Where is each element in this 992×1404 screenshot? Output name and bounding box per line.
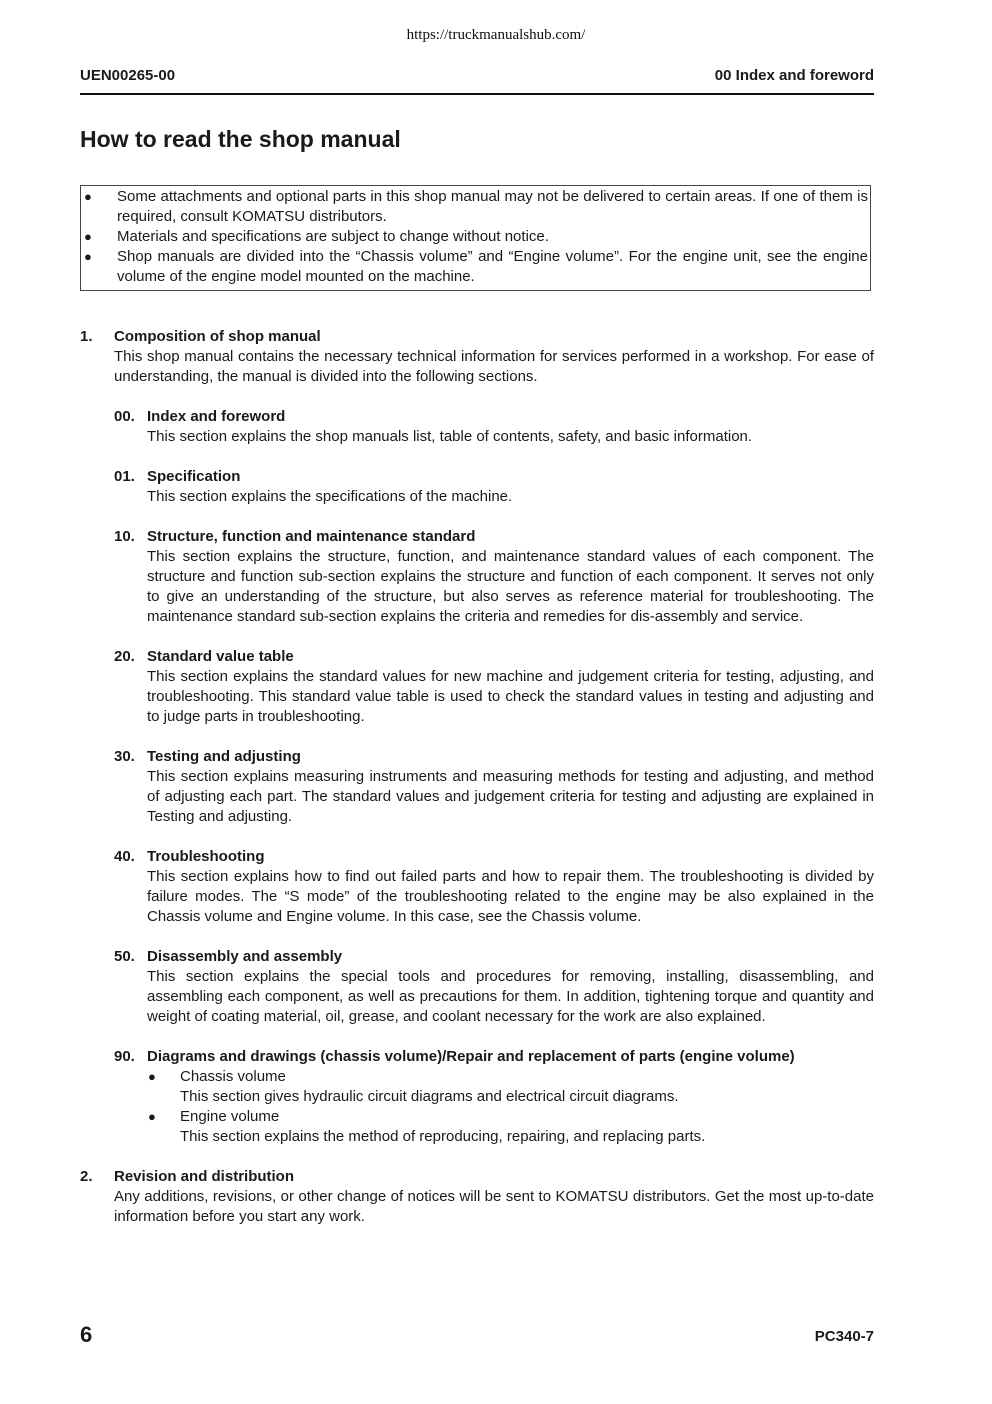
- subsection-10: [114, 527, 874, 627]
- section-number: 1.: [80, 328, 93, 345]
- bullet-icon: ●: [148, 1109, 156, 1124]
- list-item-label: Engine volume: [180, 1108, 280, 1125]
- section-composition: [80, 327, 874, 1147]
- subsection-30: [114, 747, 874, 827]
- subsection-50: [114, 947, 874, 1027]
- notice-item: [81, 227, 868, 247]
- subsection-number: 20.: [114, 648, 135, 665]
- notice-box: [80, 185, 871, 291]
- section-text: This shop manual contains the necessary technical information for services performed in a workshop. For ease of understanding, the manual is divided into the following sections.: [114, 348, 874, 385]
- subsection-text: This section explains the standard values for new machine and judgement criteria for testing, adjusting, and troubleshooting. This standard value table is used to check the standard values in testing and adjusting and to judge parts in troubleshooting.: [147, 668, 874, 725]
- subsection-heading: Specification: [147, 468, 241, 485]
- subsection-number: 90.: [114, 1048, 135, 1065]
- bullet-icon: ●: [84, 249, 92, 264]
- subsection-number: 30.: [114, 748, 135, 765]
- notice-text: Some attachments and optional parts in this shop manual may not be delivered to certain areas. If one of them is required, consult KOMATSU distributors.: [117, 188, 868, 225]
- notice-text: Materials and specifications are subject to change without notice.: [117, 228, 549, 245]
- subsection-text: This section explains measuring instruments and measuring methods for testing and adjusting, and method of adjusting each part. The standard values and judgement criteria for testing and adjusting are explained in Testing and adjusting.: [147, 768, 874, 825]
- bullet-icon: ●: [84, 229, 92, 244]
- notice-item: [81, 187, 868, 227]
- subsection-number: 00.: [114, 408, 135, 425]
- subsection-heading: Standard value table: [147, 648, 294, 665]
- subsection-01: [114, 467, 874, 507]
- subsection-number: 50.: [114, 948, 135, 965]
- manual-body: [80, 327, 874, 1227]
- section-heading: Revision and distribution: [114, 1168, 295, 1185]
- subsection-40: [114, 847, 874, 927]
- subsection-heading: Troubleshooting: [147, 848, 265, 865]
- subsection-text: This section explains the special tools and procedures for removing, installing, disassembling, and assembling each component, as well as precautions for them. In addition, tightening torque and quantity and weight of coating material, oil, grease, and coolant necessary for the work are also explained.: [147, 968, 874, 1025]
- section-heading: Composition of shop manual: [114, 328, 321, 345]
- subsection-heading: Disassembly and assembly: [147, 948, 343, 965]
- subsection-text: This section explains the specifications of the machine.: [147, 488, 513, 505]
- section-revision: [80, 1167, 874, 1227]
- list-item-label: Chassis volume: [180, 1068, 286, 1085]
- source-url: https://truckmanualshub.com/: [406, 27, 586, 43]
- list-item: [147, 1107, 874, 1147]
- subsection-heading: Testing and adjusting: [147, 748, 301, 765]
- header-section-title: 00 Index and foreword: [714, 67, 874, 84]
- notice-item: [81, 247, 868, 287]
- subsection-number: 10.: [114, 528, 135, 545]
- page-number: 6: [80, 1322, 93, 1347]
- subsection-text: This section explains the structure, function, and maintenance standard values of each component. The structure and function sub-section explains the structure and function of each component. It serves not only to give an understanding of the structure, but also serves as reference material for troubleshooting. The maintenance standard sub-section explains the criteria and remedies for dis-assembly and service.: [147, 548, 874, 625]
- list-item: [147, 1067, 874, 1107]
- subsection-00: [114, 407, 874, 447]
- subsection-heading: Diagrams and drawings (chassis volume)/Repair and replacement of parts (engine volume): [147, 1048, 795, 1065]
- subsection-text: This section explains the shop manuals list, table of contents, safety, and basic information.: [147, 428, 753, 445]
- subsection-20: [114, 647, 874, 727]
- list-item-text: This section explains the method of reproducing, repairing, and replacing parts.: [180, 1128, 706, 1145]
- subsection-heading: Structure, function and maintenance standard: [147, 528, 476, 545]
- list-item-text: This section gives hydraulic circuit diagrams and electrical circuit diagrams.: [180, 1088, 679, 1105]
- subsection-90-list: [147, 1067, 874, 1147]
- subsection-number: 01.: [114, 468, 135, 485]
- page-title: How to read the shop manual: [80, 126, 401, 152]
- machine-model: PC340-7: [814, 1328, 874, 1345]
- subsection-number: 40.: [114, 848, 135, 865]
- notice-text: Shop manuals are divided into the “Chassis volume” and “Engine volume”. For the engine unit, see the engine volume of the engine model mounted on the machine.: [117, 248, 868, 285]
- page-header: [80, 67, 874, 87]
- subsection-heading: Index and foreword: [147, 408, 286, 425]
- subsection-text: This section explains how to find out failed parts and how to repair them. The troubleshooting is divided by failure modes. The “S mode” of the troubleshooting related to the engine may be also explained in the Chassis volume and Engine volume. In this case, see the Chassis volume.: [147, 868, 874, 925]
- document-id: UEN00265-00: [80, 67, 176, 84]
- section-number: 2.: [80, 1168, 93, 1185]
- bullet-icon: ●: [148, 1069, 156, 1084]
- bullet-icon: ●: [84, 189, 92, 204]
- section-text: Any additions, revisions, or other change of notices will be sent to KOMATSU distributors. Get the most up-to-date information before you start any work.: [114, 1188, 874, 1225]
- header-rule: [80, 93, 874, 95]
- subsection-90: [114, 1047, 874, 1147]
